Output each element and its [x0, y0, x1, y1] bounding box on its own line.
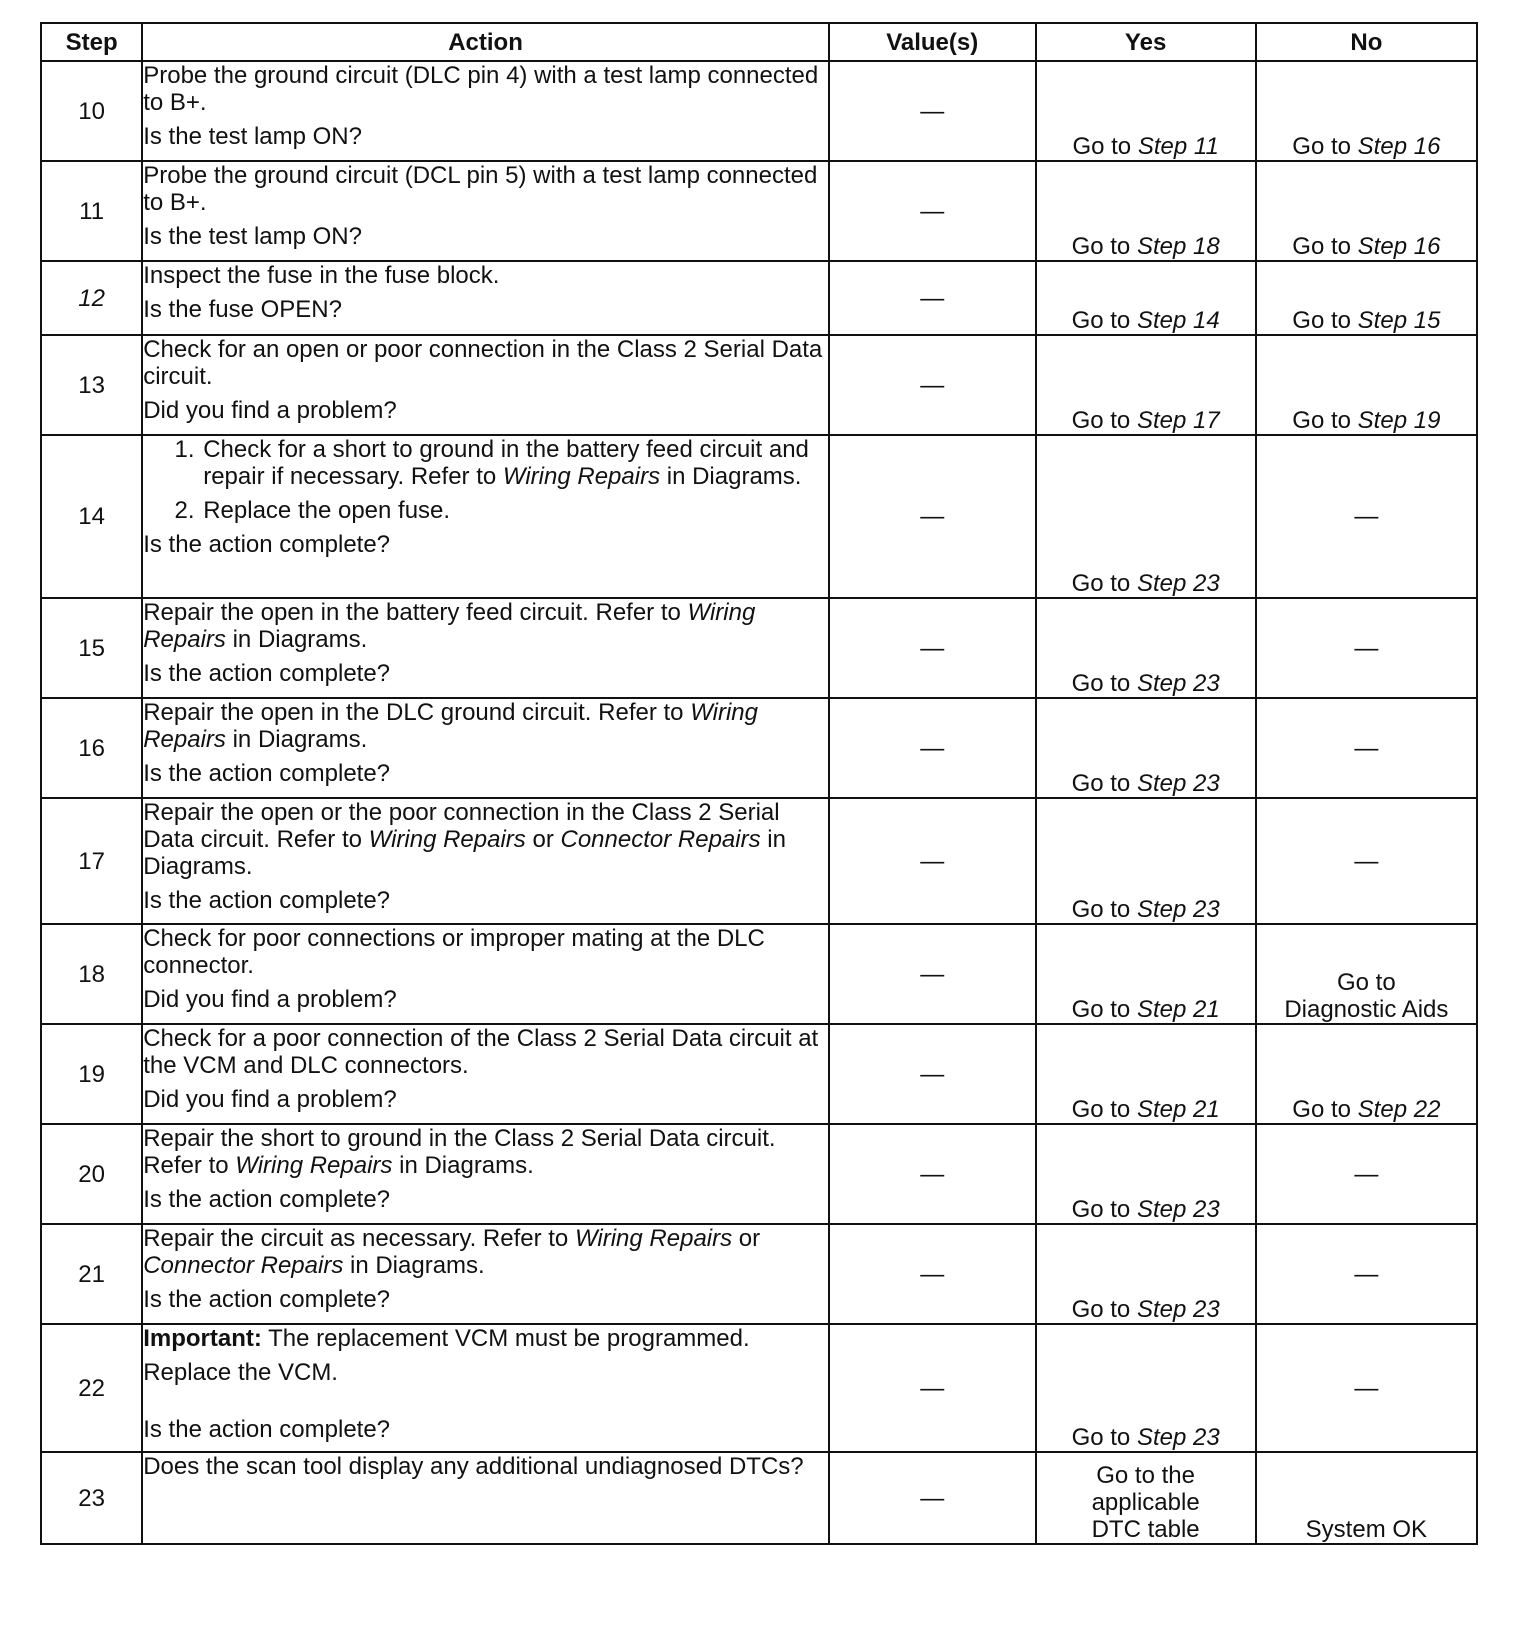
yes-target: 23 — [1192, 896, 1220, 923]
go-to-label: Go to — [1071, 670, 1131, 697]
action-cell — [142, 1224, 829, 1324]
header-row — [41, 23, 1477, 61]
action-text-tail: in Diagrams. — [350, 1252, 485, 1279]
important-text: The replacement VCM must be programmed. — [268, 1325, 750, 1352]
go-to-label: Go to — [1071, 407, 1131, 434]
go-to-label: Go to — [1292, 133, 1351, 160]
step-word: Step — [1136, 996, 1187, 1023]
action-text-tail: in Diagrams. — [232, 726, 368, 753]
step-word: Step — [1357, 407, 1408, 434]
no-cell: — — [1256, 698, 1477, 798]
yes-target: 23 — [1192, 1296, 1220, 1323]
action-question: Is the action complete? — [143, 887, 391, 914]
action-cell — [142, 335, 829, 435]
value-cell: — — [829, 335, 1036, 435]
action-text-part: Repair the open or the poor connection in the Class 2 Serial Data circuit. Refer to — [143, 799, 780, 853]
action-question: Is the action complete? — [143, 1286, 391, 1313]
go-to-label: Go to — [1071, 1096, 1131, 1123]
step-word: Step — [1136, 307, 1187, 334]
no-target: 16 — [1413, 133, 1441, 160]
no-cell: — — [1256, 798, 1477, 924]
value-cell: — — [829, 1452, 1036, 1544]
no-target: 15 — [1413, 307, 1441, 334]
step-number: 21 — [41, 1224, 142, 1324]
action-text — [143, 1225, 828, 1279]
go-to-label: Go to — [1071, 1296, 1131, 1323]
no-cell: System OK — [1256, 1452, 1477, 1544]
step-number — [41, 261, 142, 335]
go-to-label: Go to — [1072, 133, 1132, 160]
go-to-label: Go to — [1292, 233, 1351, 260]
yes-cell — [1036, 435, 1256, 598]
value-cell: — — [829, 924, 1036, 1024]
yes-target: 11 — [1193, 133, 1219, 160]
step-number: 23 — [41, 1452, 142, 1544]
step-word: Step — [1357, 307, 1408, 334]
value-cell: — — [829, 161, 1036, 261]
action-text — [143, 799, 828, 880]
action-question: Is the action complete? — [143, 1416, 391, 1443]
action-text: Probe the ground circuit (DLC pin 4) with a test lamp connected to B+. — [143, 62, 819, 116]
action-text-tail: in Diagrams. — [232, 626, 368, 653]
action-question: Did you find a problem? — [143, 1086, 397, 1113]
yes-cell — [1036, 1224, 1256, 1324]
table-row — [41, 1024, 1477, 1124]
table-row — [41, 798, 1477, 924]
action-text — [143, 599, 828, 653]
go-to-label: Go to — [1292, 307, 1351, 334]
step-word: Step — [1136, 770, 1187, 797]
step-word: Step — [1136, 1196, 1187, 1223]
step-word: Step — [1136, 1424, 1187, 1451]
step-word: Step — [1136, 570, 1187, 597]
action-text-part: Repair the open in the DLC ground circuit. Refer to — [143, 699, 684, 726]
step-number: 19 — [41, 1024, 142, 1124]
step-word: Step — [1357, 1096, 1408, 1123]
table-row — [41, 335, 1477, 435]
reference-link: Wiring Repairs — [574, 1225, 733, 1252]
yes-line: Go to the — [1096, 1462, 1195, 1489]
table-row — [41, 161, 1477, 261]
yes-cell — [1036, 598, 1256, 698]
step-word: Step — [1136, 670, 1187, 697]
table-row — [41, 261, 1477, 335]
step-word: Step — [1136, 896, 1187, 923]
action-cell — [142, 1324, 829, 1452]
diagnostic-table — [40, 22, 1478, 1545]
action-text: Inspect the fuse in the fuse block. — [143, 262, 500, 289]
yes-target: 23 — [1192, 1424, 1220, 1451]
step-number: 20 — [41, 1124, 142, 1224]
step-number: 14 — [41, 435, 142, 598]
no-cell — [1256, 335, 1477, 435]
go-to-label: Go to — [1071, 233, 1131, 260]
action-text-part: Repair the open in the battery feed circuit. Refer to — [143, 599, 681, 626]
header-action: Action — [142, 23, 829, 61]
value-cell: — — [829, 598, 1036, 698]
step-number: 10 — [41, 61, 142, 161]
go-to-label: Go to — [1071, 770, 1131, 797]
step-number: 17 — [41, 798, 142, 924]
step-word: Step — [1136, 407, 1187, 434]
no-cell: — — [1256, 598, 1477, 698]
no-line: Diagnostic Aids — [1284, 996, 1449, 1023]
value-cell: — — [829, 61, 1036, 161]
step-number: 18 — [41, 924, 142, 1024]
no-cell — [1256, 924, 1477, 1024]
table-row — [41, 435, 1477, 598]
step-word: Step — [1136, 1096, 1187, 1123]
action-question: Is the test lamp ON? — [143, 223, 362, 250]
go-to-label: Go to — [1071, 307, 1131, 334]
important-label: Important: — [143, 1325, 262, 1352]
yes-cell — [1036, 798, 1256, 924]
yes-cell — [1036, 1124, 1256, 1224]
action-text: Replace the VCM. — [143, 1359, 338, 1386]
table-row — [41, 924, 1477, 1024]
action-question: Did you find a problem? — [143, 986, 397, 1013]
table-row — [41, 1324, 1477, 1452]
reference-link: Wiring Repairs — [143, 599, 756, 653]
no-cell: — — [1256, 435, 1477, 598]
yes-cell — [1036, 261, 1256, 335]
step-number: 13 — [41, 335, 142, 435]
reference-link: Wiring Repairs — [368, 826, 526, 853]
yes-cell — [1036, 61, 1256, 161]
action-question: Is the action complete? — [143, 760, 391, 787]
value-cell: — — [829, 698, 1036, 798]
value-cell: — — [829, 261, 1036, 335]
table-row — [41, 61, 1477, 161]
action-text-part: Repair the circuit as necessary. Refer to — [143, 1225, 569, 1252]
action-cell — [142, 698, 829, 798]
yes-target: 23 — [1192, 1196, 1220, 1223]
go-to-label: Go to — [1071, 896, 1131, 923]
no-cell — [1256, 161, 1477, 261]
value-cell: — — [829, 1224, 1036, 1324]
step-number: 22 — [41, 1324, 142, 1452]
yes-line: applicable — [1091, 1489, 1200, 1516]
yes-cell — [1036, 1324, 1256, 1452]
yes-cell — [1036, 1024, 1256, 1124]
header-no: No — [1256, 23, 1477, 61]
header-yes: Yes — [1036, 23, 1256, 61]
reference-link-2: Connector Repairs — [143, 1252, 344, 1279]
no-cell — [1256, 261, 1477, 335]
no-cell: — — [1256, 1324, 1477, 1452]
action-cell — [142, 924, 829, 1024]
no-cell — [1256, 61, 1477, 161]
action-cell — [142, 598, 829, 698]
action-cell — [142, 435, 829, 598]
step-number-text: 12 — [78, 284, 105, 312]
action-text: Does the scan tool display any additional undiagnosed DTCs? — [143, 1453, 804, 1480]
no-target: 16 — [1413, 233, 1441, 260]
table-row — [41, 1124, 1477, 1224]
table-row — [41, 698, 1477, 798]
yes-cell — [1036, 161, 1256, 261]
step-word: Step — [1136, 233, 1187, 260]
action-question: Is the action complete? — [143, 1186, 391, 1213]
action-text — [143, 1125, 828, 1179]
action-cell — [142, 798, 829, 924]
yes-target: 14 — [1192, 307, 1220, 334]
value-cell: — — [829, 798, 1036, 924]
action-text: Check for poor connections or improper mating at the DLC connector. — [143, 925, 765, 979]
action-question: Is the action complete? — [143, 531, 391, 558]
go-to-label: Go to — [1292, 1096, 1351, 1123]
action-text: Check for a poor connection of the Class 2 Serial Data circuit at the VCM and DLC connectors. — [143, 1025, 819, 1079]
action-text-tail: in Diagrams. — [143, 826, 786, 880]
no-target: 22 — [1413, 1096, 1441, 1123]
go-to-label: Go to — [1071, 996, 1131, 1023]
yes-target: 17 — [1192, 407, 1220, 434]
value-cell: — — [829, 435, 1036, 598]
reference-link-2: Connector Repairs — [560, 826, 761, 853]
action-step-item: 2. Replace the open fuse. — [201, 497, 828, 524]
header-values: Value(s) — [829, 23, 1036, 61]
reference-link: Wiring Repairs — [235, 1152, 393, 1179]
step-word: Step — [1137, 133, 1188, 160]
action-cell — [142, 61, 829, 161]
yes-target: 23 — [1192, 670, 1220, 697]
step-number: 16 — [41, 698, 142, 798]
reference-link: Wiring Repairs — [143, 699, 758, 753]
action-step-tail: in Diagrams. — [666, 463, 802, 490]
yes-target: 23 — [1192, 570, 1220, 597]
yes-target: 21 — [1192, 1096, 1220, 1123]
go-to-label: Go to — [1071, 570, 1131, 597]
go-to-label: Go to — [1071, 1424, 1131, 1451]
step-word: Step — [1136, 1296, 1187, 1323]
reference-link: Wiring Repairs — [502, 463, 661, 490]
table-row — [41, 1452, 1477, 1544]
value-cell: — — [829, 1024, 1036, 1124]
action-cell — [142, 261, 829, 335]
or-word: or — [738, 1225, 761, 1252]
action-cell — [142, 1024, 829, 1124]
no-cell: — — [1256, 1124, 1477, 1224]
action-question: Is the test lamp ON? — [143, 123, 362, 150]
table-row — [41, 1224, 1477, 1324]
yes-line: DTC table — [1091, 1516, 1200, 1543]
action-step-text: Check for a short to ground in the battery feed circuit and repair if necessary. Refer to — [203, 436, 809, 490]
step-number: 11 — [41, 161, 142, 261]
header-step: Step — [41, 23, 142, 61]
action-text-part: Repair the short to ground in the Class 2 Serial Data circuit. Refer to — [143, 1125, 776, 1179]
or-word: or — [532, 826, 554, 853]
table-row — [41, 598, 1477, 698]
yes-target: 18 — [1192, 233, 1220, 260]
action-cell — [142, 1452, 829, 1544]
go-to-label: Go to — [1071, 1196, 1131, 1223]
step-word: Step — [1357, 133, 1408, 160]
step-word: Step — [1357, 233, 1408, 260]
action-step-item — [201, 436, 828, 490]
no-line: Go to — [1337, 969, 1396, 996]
action-question: Is the fuse OPEN? — [143, 296, 342, 323]
action-text — [143, 699, 828, 753]
step-number: 15 — [41, 598, 142, 698]
no-cell — [1256, 1024, 1477, 1124]
action-text: Check for an open or poor connection in the Class 2 Serial Data circuit. — [143, 336, 823, 390]
value-cell: — — [829, 1124, 1036, 1224]
yes-target: 23 — [1192, 770, 1220, 797]
no-cell: — — [1256, 1224, 1477, 1324]
go-to-label: Go to — [1292, 407, 1351, 434]
action-question: Is the action complete? — [143, 660, 391, 687]
yes-cell — [1036, 335, 1256, 435]
no-target: 19 — [1413, 407, 1441, 434]
action-question: Did you find a problem? — [143, 397, 397, 424]
action-text: Probe the ground circuit (DCL pin 5) with a test lamp connected to B+. — [143, 162, 818, 216]
yes-cell — [1036, 698, 1256, 798]
yes-cell — [1036, 924, 1256, 1024]
action-steps — [143, 436, 828, 524]
yes-target: 21 — [1192, 996, 1220, 1023]
action-cell — [142, 1124, 829, 1224]
important-note — [143, 1325, 828, 1352]
action-cell — [142, 161, 829, 261]
value-cell: — — [829, 1324, 1036, 1452]
yes-cell — [1036, 1452, 1256, 1544]
action-text-tail: in Diagrams. — [399, 1152, 534, 1179]
